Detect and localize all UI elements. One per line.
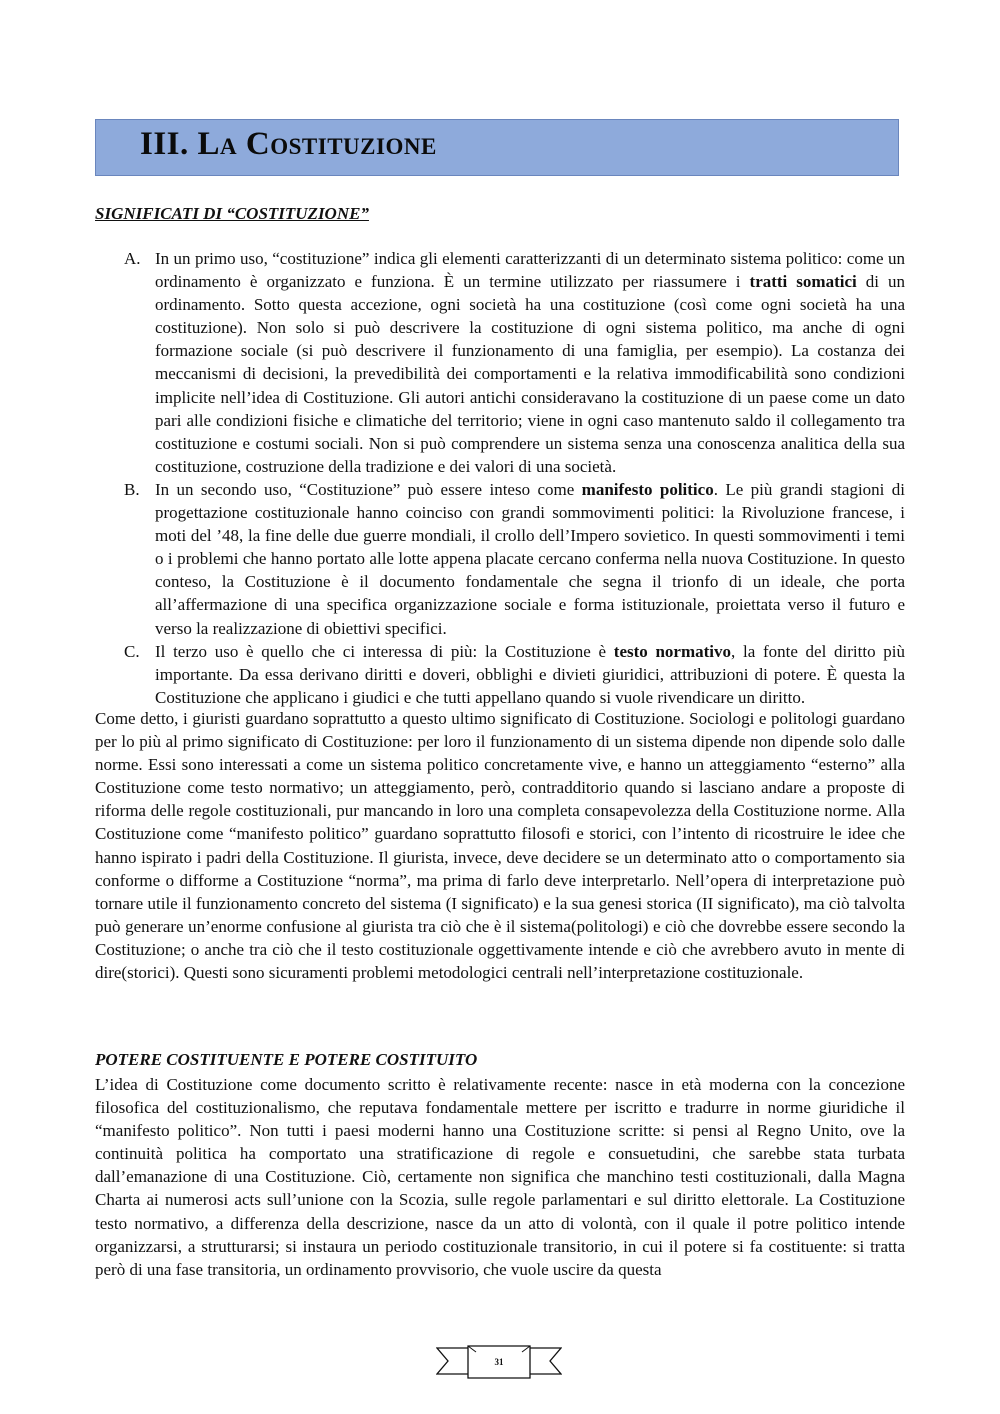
section-title-potere-costituente: POTERE COSTITUENTE E POTERE COSTITUITO (95, 1050, 478, 1069)
chapter-title: III. La Costituzione (140, 126, 437, 162)
body-paragraph-potere: L’idea di Costituzione come documento scritto è relativamente recente: nasce in età moderna con la concezione filosofica del costituzionalismo, che reputava fondamentale mettere per iscritto e tradurre in norme giuridiche il “manifesto politico”. Non tutti i paesi moderni hanno una Costituzione scritte: si pensi al Regno Unito, ove la continuità politica ha comportato una stratificazione di regole e consuetudini, che sarebbe stata turbata dall’emanazione di una Costituzione. Ciò, certamente non significa che manchino testi costituzionali, dalla Magna Charta ai numerosi acts sull’unione con la Scozia, sulle regole parlamentari e sul diritto elettorale. La Costituzione testo normativo, a differenza della descrizione, nasce da un atto di volontà, con il quale il potre politico intende organizzarsi, a strutturarsi; si instaura un periodo costituzionale transitorio, in cui il potere si fa costituente: si tratta però di una fase transitoria, un ordinamento provvisorio, che vuole uscire da questa (95, 1075, 905, 1279)
list-item-bold-term: tratti somatici (749, 272, 857, 292)
body-paragraph-giuristi: Come detto, i giuristi guardano soprattutto a questo ultimo significato di Costituzione. Sociologi e politologi guardano per lo più al primo significato di Costituzione: per loro il funzionamento di un sistema dipende non dipende solo dalle norme. Essi sono interessati a come un sistema politico concretamente vive, e hanno un atteggiamento “esterno” alla Costituzione come testo normativo; un atteggiamento, però, contradditorio quando si lasciano andare a proposte di riforma delle regole costituzionali, pur mancando in loro una completa consapevolezza della Costituzione norme. Alla Costituzione come “manifesto politico” guardano soprattutto filosofi e storici, con l’intento di ricostruire le idee che hanno ispirato i padri della Costituzione. Il giurista, invece, deve decidere se un determinato atto o comportamento sia conforme o difforme a Costituzione “norma”, ma prima di farlo deve interpretarlo. Nell’opera di interpretazione può tornare utile il funzionamento concreto del sistema (I significato) e la sua genesi storica (II significato), ma ciò talvolta può generare un’enorme confusione al giurista tra ciò che è il sistema(politologi) e ciò che dovrebbe essere secondo la Costituzione; o anche tra ciò che il testo costituzionale oggettivamente intende e ciò che avrebbero avuto in mente di dire(storici). Questi sono sicuramenti problemi metodologici centrali nell’interpretazione costituzionale. (95, 709, 905, 983)
chapter-header-banner (95, 119, 899, 176)
list-item (95, 640, 905, 709)
page-number: 31 (494, 1357, 504, 1367)
list-marker: C. (124, 641, 140, 661)
list-item (95, 247, 905, 478)
list-item-text: In un secondo uso, “Costituzione” può essere inteso come (155, 479, 582, 499)
list-marker: B. (124, 479, 140, 499)
list-item-text: , la fonte del diritto più importante. Da essa derivano diritti e doveri, obblighi e divieti giuridici, attribuzioni di potere. È questa la Costituzione che applicano i giudici e che tutti appellano quando si vuole rivendicare un diritto. (155, 641, 905, 707)
list-item-bold-term: testo normativo (613, 641, 732, 661)
list-item-text: . Le più grandi stagioni di progettazione costituzionale hanno coinciso con grandi sommovimenti politici: la Rivoluzione francese, i moti del ’48, la fine delle due guerre mondiali, il crollo dell’Impero sovietico. In questi sommovimenti i temi o i problemi che hanno portato alle lotte appena placate cercano conferma nella nuova Costituzione. In questo conteso, la Costituzione è il documento fondamentale che segna il trionfo di un ideale, che porta all’affermazione di una specifica organizzazione sociale e forma istituzionale, proiettata verso il futuro e verso la realizzazione di obiettivi specifici. (155, 479, 906, 638)
list-item-text: Il terzo uso è quello che ci interessa di più: la Costituzione è (155, 641, 614, 661)
list-marker: A. (124, 249, 141, 268)
list-item-text: In un primo uso, “costituzione” indica gli elementi caratterizzanti di un determinato sistema politico: come un ordinamento è organizzato e funziona. È un termine utilizzato per riassumere i (155, 249, 905, 292)
list-item-bold-term: manifesto politico (581, 479, 714, 499)
meanings-list (95, 247, 905, 709)
section-title-significati: SIGNIFICATI DI “COSTITUZIONE” (95, 204, 369, 223)
list-item-text: di un ordinamento. Sotto questa accezione, ogni società ha una costituzione (così come ogni società ha una costituzione). Non solo si può descrivere la costituzione di ogni sistema politico, ma anche di ogni formazione sociale (si può descrivere il funzionamento di una famiglia, per esempio). La costanza dei meccanismi di decisioni, la prevedibilità dei comportamenti e la relativa immodificabilità sono condizioni implicite nell’idea di Costituzione. Gli autori antichi consideravano la costituzione di un paese come un dato pari alle condizioni fisiche e climatiche del territorio; viene in ogni caso mantenuto saldo il collegamento tra costituzione e costumi sociali. Non si può comprendere un sistema senza una conoscenza analitica della sua costituzione, costruzione della tradizione e dei valori di una società. (155, 272, 905, 476)
list-item (95, 478, 905, 640)
